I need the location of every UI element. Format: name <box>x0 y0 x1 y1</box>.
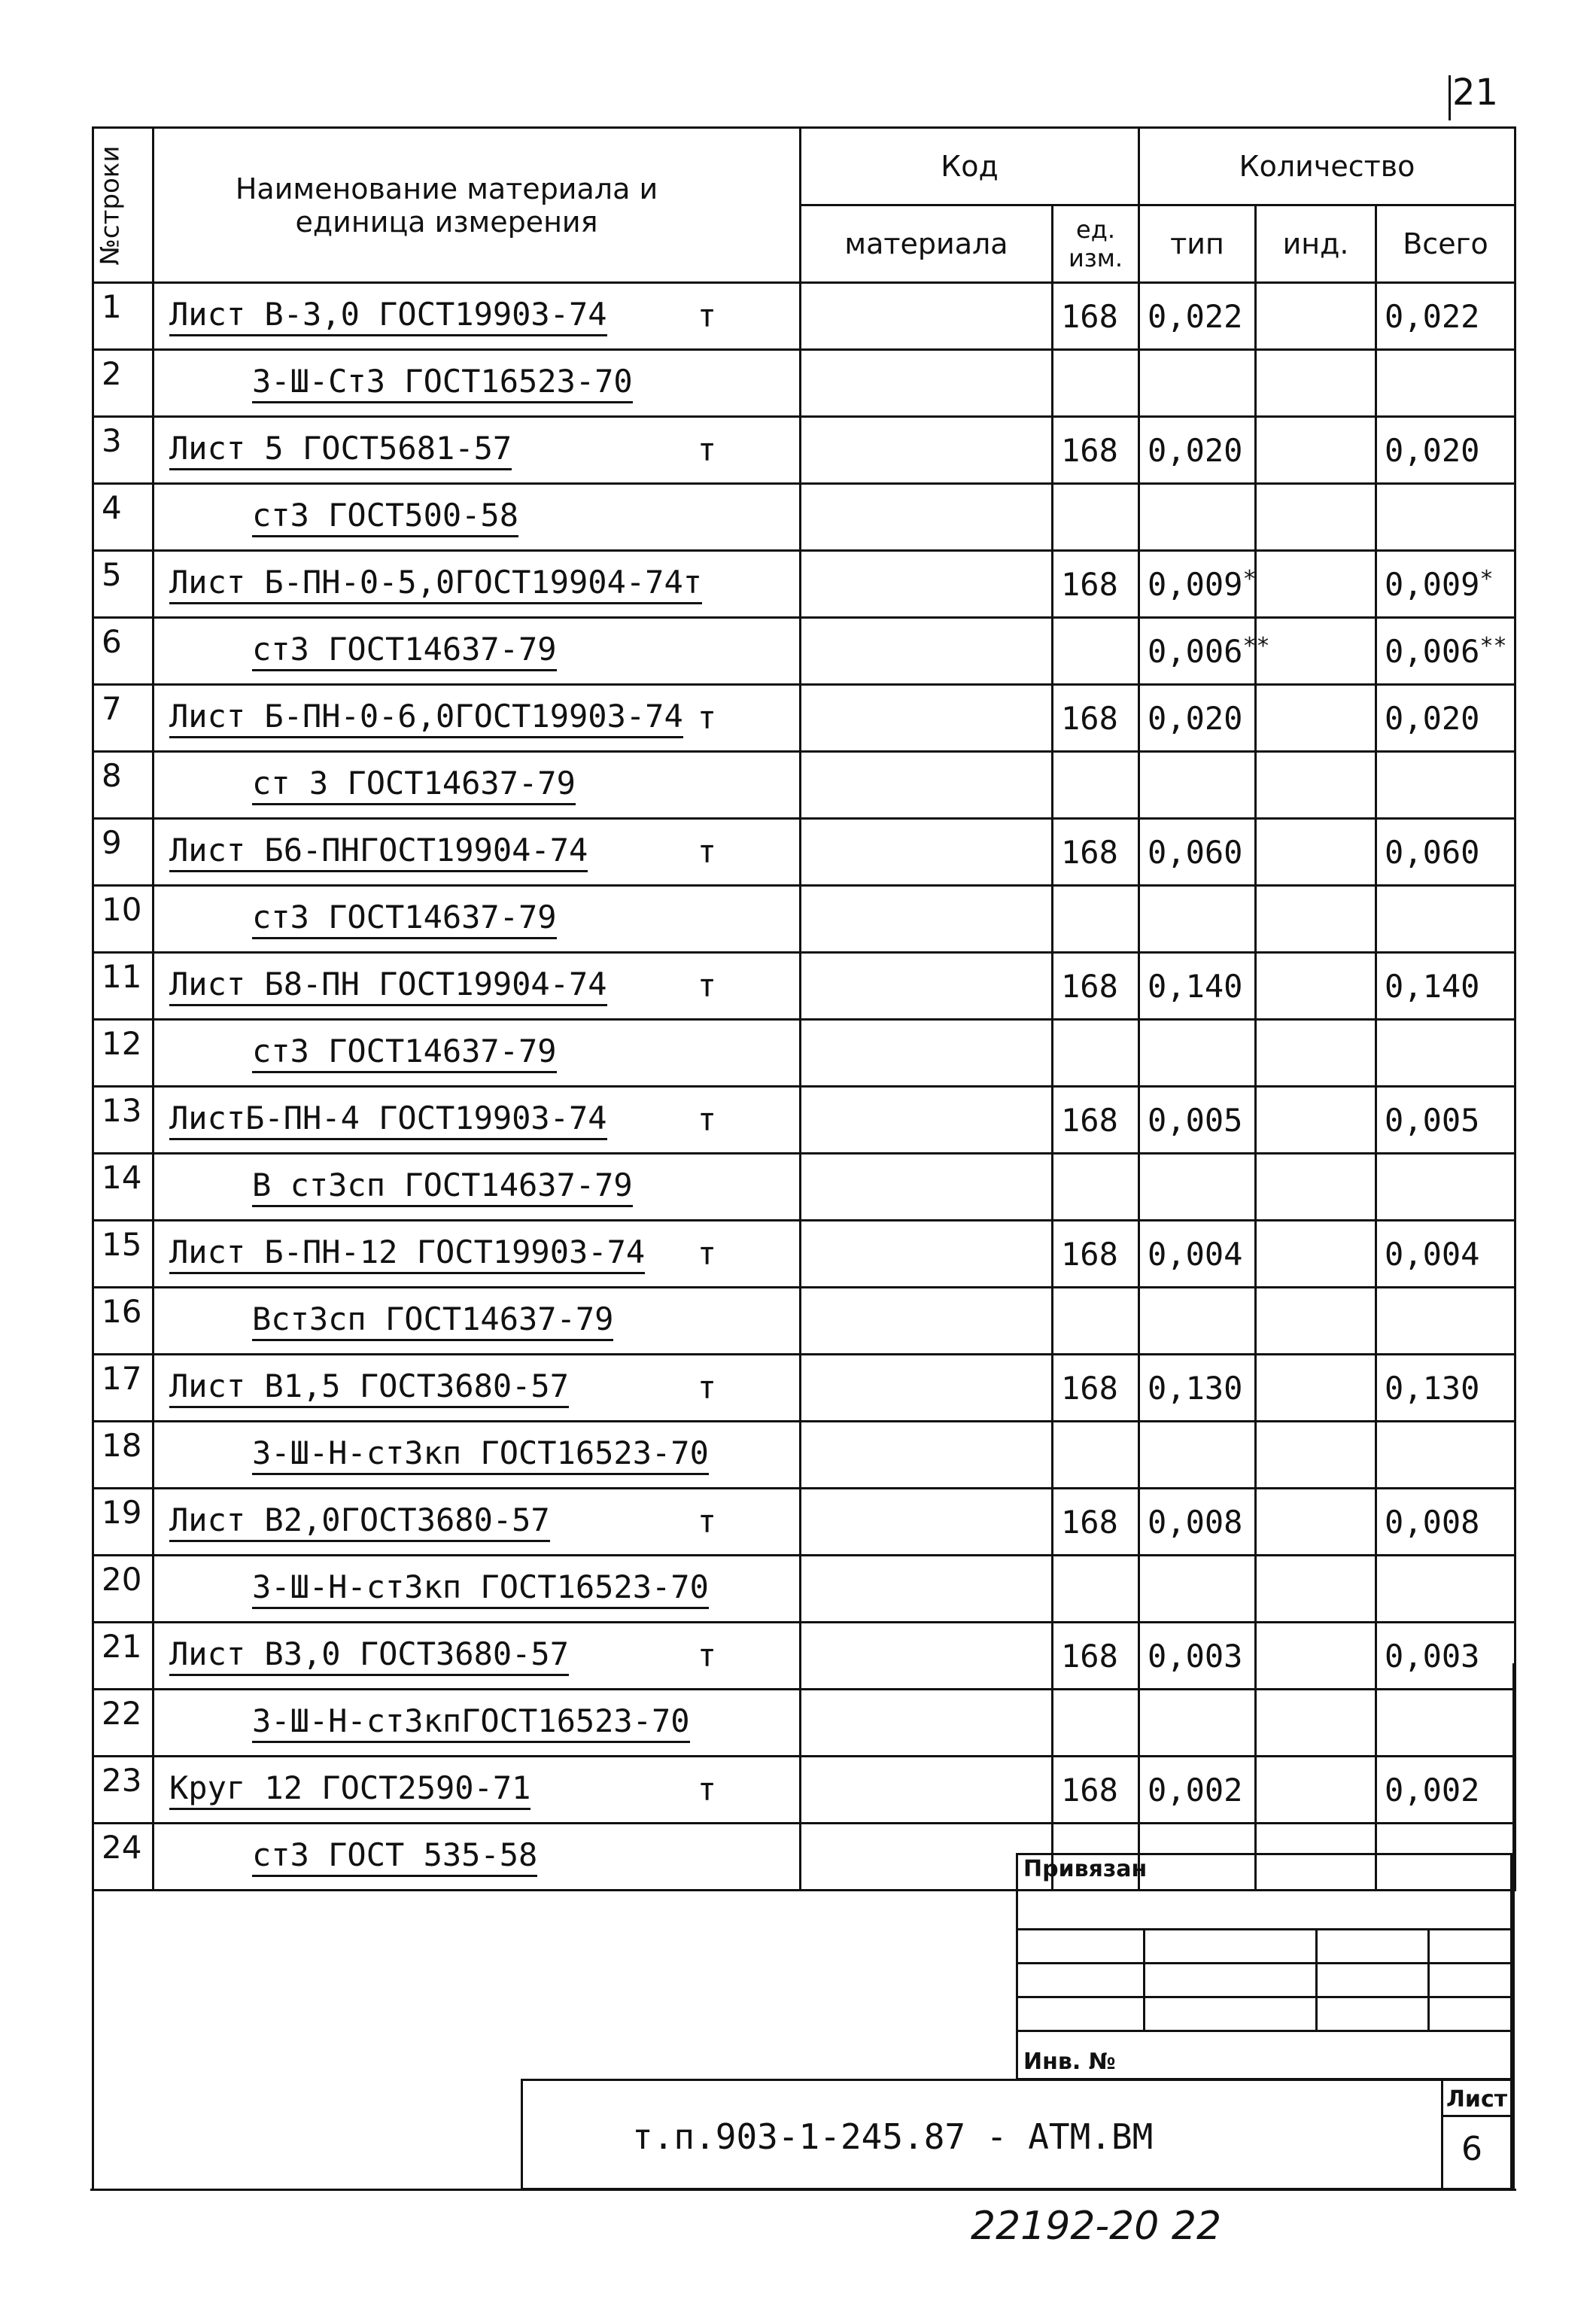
qty-total-cell <box>1376 1556 1515 1623</box>
row-number: 24 <box>93 1824 154 1891</box>
sheet-label-divider <box>1441 2115 1512 2117</box>
qty-ind-cell <box>1256 1154 1376 1221</box>
code-material-cell <box>801 551 1053 618</box>
qty-type-mark: * <box>1242 565 1257 592</box>
code-material-cell <box>801 1154 1053 1221</box>
qty-type-cell <box>1139 1757 1256 1824</box>
material-name <box>154 1020 801 1087</box>
table-row <box>93 1221 1515 1288</box>
table-row <box>93 953 1515 1020</box>
qty-total-cell <box>1376 484 1515 551</box>
code-material-cell <box>801 1355 1053 1422</box>
qty-total-cell <box>1376 618 1515 685</box>
unit-text: т <box>697 967 716 1004</box>
qty-total-cell <box>1376 1087 1515 1154</box>
material-name-text: Лист Б-ПН-12 ГОСТ19903-74 <box>169 1234 645 1274</box>
qty-type-cell <box>1139 1221 1256 1288</box>
inventory-number-label: Инв. № <box>1023 2049 1116 2075</box>
code-unit-cell <box>1053 1422 1139 1489</box>
qty-ind-cell <box>1256 752 1376 819</box>
qty-ind-cell <box>1256 1690 1376 1757</box>
code-material-cell <box>801 1489 1053 1556</box>
qty-type-cell <box>1139 1288 1256 1355</box>
qty-type-cell <box>1139 1690 1256 1757</box>
qty-total-cell <box>1376 283 1515 350</box>
qty-ind-cell <box>1256 1221 1376 1288</box>
qty-type-cell <box>1139 1556 1256 1623</box>
material-name-text: Лист В3,0 ГОСТ3680-57 <box>169 1635 569 1676</box>
table-row <box>93 551 1515 618</box>
table-row <box>93 1087 1515 1154</box>
qty-ind-cell <box>1256 886 1376 953</box>
qty-total-cell <box>1376 685 1515 752</box>
qty-type-cell <box>1139 752 1256 819</box>
material-name <box>154 1422 801 1489</box>
qty-type-cell <box>1139 618 1270 685</box>
qty-total-cell <box>1376 1757 1515 1824</box>
qty-total-value: 0,002 <box>1385 1771 1480 1809</box>
table-row <box>93 1422 1515 1489</box>
sheet-number-mark <box>1449 75 1451 120</box>
qty-total-cell <box>1376 752 1515 819</box>
qty-total-value: 0,006 <box>1385 632 1480 670</box>
frame-left-line <box>92 1663 94 2190</box>
qty-total-value: 0,008 <box>1385 1503 1480 1541</box>
qty-type-value: 0,002 <box>1148 1771 1243 1809</box>
row-number: 3 <box>93 417 154 484</box>
table-row <box>93 417 1515 484</box>
qty-ind-cell <box>1256 1087 1376 1154</box>
unit-text: т <box>697 699 716 736</box>
code-material-header: материала <box>801 205 1053 283</box>
qty-type-cell <box>1139 953 1256 1020</box>
qty-ind-cell <box>1256 618 1376 685</box>
material-name-text: В ст3сп ГОСТ14637-79 <box>252 1167 633 1207</box>
table-row <box>93 1288 1515 1355</box>
qty-type-value: 0,003 <box>1148 1637 1243 1675</box>
qty-total-cell <box>1376 819 1515 886</box>
code-unit-cell: 168 <box>1053 953 1139 1020</box>
material-name-text: Лист Б-ПН-0-6,0ГОСТ19903-74 <box>169 698 683 738</box>
material-name <box>154 551 801 618</box>
code-unit-cell <box>1053 752 1139 819</box>
qty-type-cell <box>1139 417 1256 484</box>
material-name <box>154 1355 801 1422</box>
qty-ind-header: инд. <box>1256 205 1376 283</box>
qty-ind-cell <box>1256 1020 1376 1087</box>
code-unit-cell <box>1053 618 1139 685</box>
qty-ind-cell <box>1256 819 1376 886</box>
material-name <box>154 1154 801 1221</box>
material-name <box>154 1824 801 1891</box>
qty-type-value: 0,020 <box>1148 431 1243 469</box>
unit-text: т <box>697 1503 716 1540</box>
material-name-text: Лист В1,5 ГОСТ3680-57 <box>169 1367 569 1408</box>
header-row-1 <box>93 128 1515 205</box>
sheet-number: 6 <box>1461 2130 1482 2168</box>
row-number: 11 <box>93 953 154 1020</box>
qty-total-cell <box>1376 1489 1515 1556</box>
qty-ind-cell <box>1256 685 1376 752</box>
qty-total-value: 0,060 <box>1385 833 1480 871</box>
material-name <box>154 417 801 484</box>
code-material-cell <box>801 618 1053 685</box>
qty-ind-cell <box>1256 1355 1376 1422</box>
material-name <box>154 350 801 417</box>
row-number: 14 <box>93 1154 154 1221</box>
code-material-cell <box>801 953 1053 1020</box>
qty-total-cell <box>1376 1154 1515 1221</box>
code-material-cell <box>801 1824 1053 1891</box>
material-name-text: Лист 5 ГОСТ5681-57 <box>169 430 512 470</box>
code-material-cell <box>801 1221 1053 1288</box>
qty-total-value: 0,004 <box>1385 1235 1480 1273</box>
qty-type-value: 0,009 <box>1148 565 1243 603</box>
qty-total-value: 0,022 <box>1385 297 1480 335</box>
material-name-text: 3-Ш-Н-ст3кп ГОСТ16523-70 <box>252 1568 709 1609</box>
qty-ind-cell <box>1256 1556 1376 1623</box>
row-number: 13 <box>93 1087 154 1154</box>
qty-type-value: 0,020 <box>1148 699 1243 737</box>
material-name-text: Вст3сп ГОСТ14637-79 <box>252 1301 613 1341</box>
code-unit-cell <box>1053 1556 1139 1623</box>
unit-text: т <box>697 1637 716 1674</box>
code-material-cell <box>801 1020 1053 1087</box>
row-number: 16 <box>93 1288 154 1355</box>
unit-text: т <box>697 1101 716 1138</box>
row-number: 8 <box>93 752 154 819</box>
qty-total-cell <box>1376 1422 1515 1489</box>
row-number-header: №строки <box>93 128 154 283</box>
code-unit-cell: 168 <box>1053 1489 1139 1556</box>
material-name-text: 3-Ш-Н-ст3кпГОСТ16523-70 <box>252 1702 690 1743</box>
row-number: 21 <box>93 1623 154 1690</box>
qty-type-value: 0,008 <box>1148 1503 1243 1541</box>
code-unit-cell <box>1053 886 1139 953</box>
qty-type-cell <box>1139 1087 1256 1154</box>
qty-type-cell <box>1139 350 1256 417</box>
table-row <box>93 1556 1515 1623</box>
table-row <box>93 1355 1515 1422</box>
qty-type-cell <box>1139 1355 1256 1422</box>
row-number: 7 <box>93 685 154 752</box>
material-name-text: Лист Б-ПН-0-5,0ГОСТ19904-74т <box>169 564 702 604</box>
material-name-text: 3-Ш-Ст3 ГОСТ16523-70 <box>252 363 633 403</box>
row-number: 6 <box>93 618 154 685</box>
code-material-cell <box>801 484 1053 551</box>
table-row <box>93 819 1515 886</box>
qty-type-cell <box>1139 685 1256 752</box>
code-material-cell <box>801 1422 1053 1489</box>
qty-total-cell <box>1376 417 1515 484</box>
code-unit-cell <box>1053 484 1139 551</box>
qty-type-mark: ** <box>1242 632 1270 659</box>
material-name <box>154 1757 801 1824</box>
table-row <box>93 1757 1515 1824</box>
unit-text: т <box>697 1235 716 1272</box>
qty-total-value: 0,009 <box>1385 565 1480 603</box>
code-material-cell <box>801 1556 1053 1623</box>
code-unit-cell: 168 <box>1053 1355 1139 1422</box>
footer-number: 22192-20 22 <box>971 2204 1222 2249</box>
code-unit-cell: 168 <box>1053 819 1139 886</box>
material-name <box>154 886 801 953</box>
qty-total-value: 0,005 <box>1385 1101 1480 1139</box>
row-number: 20 <box>93 1556 154 1623</box>
material-name-text: ЛистБ-ПН-4 ГОСТ19903-74 <box>169 1100 607 1140</box>
qty-type-value: 0,022 <box>1148 297 1243 335</box>
qty-type-cell <box>1139 819 1256 886</box>
material-name-text: ст3 ГОСТ14637-79 <box>252 899 557 939</box>
material-name-text: Лист В-3,0 ГОСТ19903-74 <box>169 296 607 336</box>
qty-ind-cell <box>1256 350 1376 417</box>
row-number: 9 <box>93 819 154 886</box>
qty-total-value: 0,020 <box>1385 431 1480 469</box>
table-row <box>93 484 1515 551</box>
material-name-text: Круг 12 ГОСТ2590-71 <box>169 1769 530 1810</box>
material-name <box>154 283 801 350</box>
qty-type-cell <box>1139 1489 1256 1556</box>
code-unit-cell <box>1053 1020 1139 1087</box>
code-unit-cell: 168 <box>1053 685 1139 752</box>
table-row <box>93 283 1515 350</box>
code-header: Код <box>801 128 1139 205</box>
code-material-cell <box>801 350 1053 417</box>
qty-total-cell <box>1376 1020 1515 1087</box>
row-number: 2 <box>93 350 154 417</box>
qty-ind-cell <box>1256 283 1376 350</box>
code-unit-cell: 168 <box>1053 1087 1139 1154</box>
unit-text: т <box>697 1369 716 1406</box>
material-name <box>154 819 801 886</box>
qty-ind-cell <box>1256 1489 1376 1556</box>
qty-type-value: 0,140 <box>1148 967 1243 1005</box>
qty-type-cell <box>1139 1422 1256 1489</box>
code-material-cell <box>801 752 1053 819</box>
code-unit-header: ед. изм. <box>1053 205 1139 283</box>
material-name <box>154 484 801 551</box>
qty-type-cell <box>1139 551 1256 618</box>
qty-total-cell <box>1376 1288 1515 1355</box>
qty-total-value: 0,140 <box>1385 967 1480 1005</box>
code-unit-cell <box>1053 1154 1139 1221</box>
row-number: 17 <box>93 1355 154 1422</box>
row-number: 5 <box>93 551 154 618</box>
row-number: 10 <box>93 886 154 953</box>
qty-type-value: 0,006 <box>1148 632 1243 670</box>
qty-total-cell <box>1376 886 1515 953</box>
qty-ind-cell <box>1256 551 1376 618</box>
material-name-text: ст3 ГОСТ 535-58 <box>252 1836 537 1877</box>
qty-total-value: 0,020 <box>1385 699 1480 737</box>
table-row <box>93 1154 1515 1221</box>
material-name-text: Лист Б6-ПНГОСТ19904-74 <box>169 832 588 872</box>
row-number: 19 <box>93 1489 154 1556</box>
table-row <box>93 1489 1515 1556</box>
row-number: 1 <box>93 283 154 350</box>
code-unit-cell <box>1053 1288 1139 1355</box>
material-name-text: ст3 ГОСТ14637-79 <box>252 631 557 671</box>
qty-type-value: 0,130 <box>1148 1369 1243 1407</box>
qty-total-value: 0,003 <box>1385 1637 1480 1675</box>
qty-ind-cell <box>1256 1422 1376 1489</box>
material-name <box>154 1690 801 1757</box>
qty-total-value: 0,130 <box>1385 1369 1480 1407</box>
qty-ind-cell <box>1256 1288 1376 1355</box>
code-material-cell <box>801 1623 1053 1690</box>
qty-type-cell <box>1139 886 1256 953</box>
material-name <box>154 685 801 752</box>
qty-ind-cell <box>1256 1757 1376 1824</box>
material-name-text: ст 3 ГОСТ14637-79 <box>252 765 576 805</box>
code-unit-cell <box>1053 1690 1139 1757</box>
material-name <box>154 1556 801 1623</box>
code-unit-cell: 168 <box>1053 283 1139 350</box>
material-name-text: Лист Б8-ПН ГОСТ19904-74 <box>169 966 607 1006</box>
table-row <box>93 685 1515 752</box>
material-name <box>154 1087 801 1154</box>
qty-ind-cell <box>1256 484 1376 551</box>
qty-type-cell <box>1139 1020 1256 1087</box>
table-row <box>93 1623 1515 1690</box>
code-material-cell <box>801 283 1053 350</box>
qty-total-cell <box>1376 1221 1515 1288</box>
qty-type-cell <box>1139 283 1256 350</box>
quantity-header: Количество <box>1139 128 1515 205</box>
code-material-cell <box>801 886 1053 953</box>
material-name <box>154 752 801 819</box>
qty-ind-cell <box>1256 953 1376 1020</box>
qty-type-cell <box>1139 484 1256 551</box>
code-material-cell <box>801 685 1053 752</box>
code-unit-cell <box>1053 350 1139 417</box>
qty-type-cell <box>1139 1623 1256 1690</box>
material-name <box>154 953 801 1020</box>
document-code: т.п.903-1-245.87 - АТМ.ВМ <box>632 2116 1154 2157</box>
table-row <box>93 1020 1515 1087</box>
qty-type-cell <box>1139 1154 1256 1221</box>
table-row <box>93 618 1515 685</box>
qty-ind-cell <box>1256 417 1376 484</box>
sheet-number-top: 21 <box>1452 71 1499 114</box>
material-name-text: ст3 ГОСТ500-58 <box>252 497 518 537</box>
material-name-text: ст3 ГОСТ14637-79 <box>252 1033 557 1073</box>
qty-total-cell <box>1376 953 1515 1020</box>
row-number: 4 <box>93 484 154 551</box>
material-name <box>154 1489 801 1556</box>
material-name-header: Наименование материала и единица измерения <box>154 128 801 283</box>
code-material-cell <box>801 1288 1053 1355</box>
material-specification-table <box>92 126 1516 1891</box>
row-number: 12 <box>93 1020 154 1087</box>
code-unit-cell: 168 <box>1053 551 1139 618</box>
qty-total-cell <box>1376 551 1515 618</box>
code-material-cell <box>801 1757 1053 1824</box>
qty-total-mark: ** <box>1479 632 1507 659</box>
unit-text: т <box>697 833 716 870</box>
sheet-label: Лист <box>1446 2086 1508 2113</box>
qty-type-value: 0,005 <box>1148 1101 1243 1139</box>
table-row <box>93 350 1515 417</box>
code-unit-cell: 168 <box>1053 1221 1139 1288</box>
qty-total-cell <box>1376 1355 1515 1422</box>
qty-type-value: 0,060 <box>1148 833 1243 871</box>
table-row <box>93 1690 1515 1757</box>
row-number: 22 <box>93 1690 154 1757</box>
qty-total-cell <box>1376 350 1515 417</box>
material-name-text: Лист В2,0ГОСТ3680-57 <box>169 1501 550 1542</box>
qty-type-header: тип <box>1139 205 1256 283</box>
unit-text: т <box>697 1771 716 1808</box>
code-unit-cell: 168 <box>1053 1623 1139 1690</box>
row-number: 15 <box>93 1221 154 1288</box>
material-name-text: 3-Ш-Н-ст3кп ГОСТ16523-70 <box>252 1434 709 1475</box>
code-unit-cell: 168 <box>1053 1757 1139 1824</box>
row-number: 18 <box>93 1422 154 1489</box>
code-material-cell <box>801 1087 1053 1154</box>
unit-text: т <box>697 431 716 468</box>
unit-text: т <box>697 297 716 334</box>
code-material-cell <box>801 1690 1053 1757</box>
qty-total-cell <box>1376 1690 1515 1757</box>
attached-label: Привязан <box>1023 1856 1148 1882</box>
code-unit-cell: 168 <box>1053 417 1139 484</box>
material-name <box>154 618 801 685</box>
code-material-cell <box>801 417 1053 484</box>
qty-total-cell <box>1376 1623 1515 1690</box>
table-row <box>93 886 1515 953</box>
material-name <box>154 1623 801 1690</box>
code-material-cell <box>801 819 1053 886</box>
qty-total-header: Всего <box>1376 205 1515 283</box>
material-name <box>154 1288 801 1355</box>
table-row <box>93 752 1515 819</box>
qty-ind-cell <box>1256 1623 1376 1690</box>
stamp-grid <box>1016 1928 1512 2032</box>
row-number: 23 <box>93 1757 154 1824</box>
material-name <box>154 1221 801 1288</box>
qty-type-value: 0,004 <box>1148 1235 1243 1273</box>
qty-total-mark: * <box>1479 565 1494 592</box>
